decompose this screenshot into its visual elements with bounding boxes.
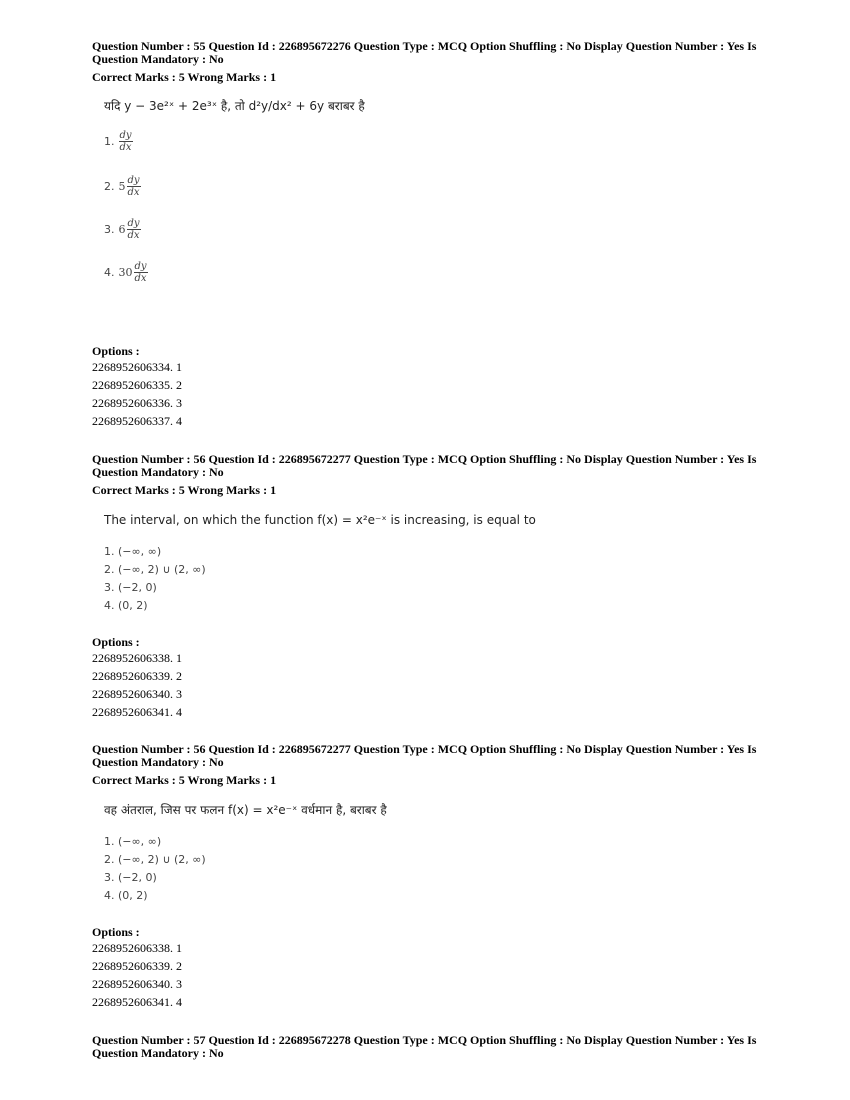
marks-line: Correct Marks : 5 Wrong Marks : 1 [92,773,277,787]
question-mandatory-line: Question Mandatory : No [92,1046,224,1060]
choice: 2. (−∞, 2) ∪ (2, ∞) [104,563,206,576]
question-text: वह अंतराल, जिस पर फलन f(x) = x²e⁻ˣ वर्धमान है, बराबर है [104,803,387,817]
choice: 1. (−∞, ∞) [104,545,162,558]
question-header [92,453,772,497]
choice: 3. (−2, 0) [104,581,157,594]
question-meta-line: Question Number : 55 Question Id : 226895672276 Question Type : MCQ Option Shuffling : No Display Question Number : Yes Is [92,39,757,53]
question-mandatory-line: Question Mandatory : No [92,755,224,769]
choice-coefficient: 6 [118,223,126,236]
option-id-line: 2268952606334. 1 [92,360,182,374]
choice-number: 2. [104,180,115,193]
choice: 2. (−∞, 2) ∪ (2, ∞) [104,853,206,866]
choice [104,130,133,153]
question-mandatory-line: Question Mandatory : No [92,465,224,479]
option-id-line: 2268952606338. 1 [92,941,182,955]
option-id-line: 2268952606340. 3 [92,687,182,701]
options-label: Options : [92,635,140,649]
choice [104,218,141,241]
question-meta-line: Question Number : 56 Question Id : 226895672277 Question Type : MCQ Option Shuffling : No Display Question Number : Yes Is [92,742,757,756]
option-id-line: 2268952606337. 4 [92,414,182,428]
choice-number: 1. [104,135,115,148]
question-meta-line: Question Number : 57 Question Id : 226895672278 Question Type : MCQ Option Shuffling : No Display Question Number : Yes Is [92,1033,757,1047]
fraction: $\frac{dy}{dx}$ [127,175,140,198]
choice-coefficient: 5 [118,180,126,193]
question-header [92,1034,772,1060]
choice: 4. (0, 2) [104,599,148,612]
choice-coefficient: 30 [118,266,133,279]
question-mandatory-line: Question Mandatory : No [92,52,224,66]
option-id-line: 2268952606340. 3 [92,977,182,991]
choice: 3. (−2, 0) [104,871,157,884]
question-header [92,40,772,84]
option-id-line: 2268952606341. 4 [92,705,182,719]
options-block [92,344,772,430]
fraction: $\frac{dy}{dx}$ [134,261,147,284]
options-block [92,635,772,721]
choice [104,175,141,198]
fraction: $\frac{dy}{dx}$ [119,130,132,153]
options-label: Options : [92,344,140,358]
choice: 4. (0, 2) [104,889,148,902]
question-image [104,802,387,818]
choice: 1. (−∞, ∞) [104,835,162,848]
option-id-line: 2268952606339. 2 [92,669,182,683]
option-id-line: 2268952606339. 2 [92,959,182,973]
question-image [104,98,365,114]
option-id-line: 2268952606336. 3 [92,396,182,410]
options-block [92,925,772,1011]
choice-number: 3. [104,223,115,236]
marks-line: Correct Marks : 5 Wrong Marks : 1 [92,70,277,84]
choice-list [104,543,206,615]
question-meta-line: Question Number : 56 Question Id : 226895672277 Question Type : MCQ Option Shuffling : No Display Question Number : Yes Is [92,452,757,466]
marks-line: Correct Marks : 5 Wrong Marks : 1 [92,483,277,497]
choice-number: 4. [104,266,115,279]
options-label: Options : [92,925,140,939]
option-id-line: 2268952606338. 1 [92,651,182,665]
choice [104,261,148,284]
option-id-line: 2268952606335. 2 [92,378,182,392]
question-text: यदि y − 3e²ˣ + 2e³ˣ है, तो d²y/dx² + 6y बराबर है [104,99,365,113]
question-text: The interval, on which the function f(x) = x²e⁻ˣ is increasing, is equal to [104,513,536,527]
option-id-line: 2268952606341. 4 [92,995,182,1009]
question-image [104,512,536,528]
fraction: $\frac{dy}{dx}$ [127,218,140,241]
choice-list [104,833,206,905]
question-header [92,743,772,787]
